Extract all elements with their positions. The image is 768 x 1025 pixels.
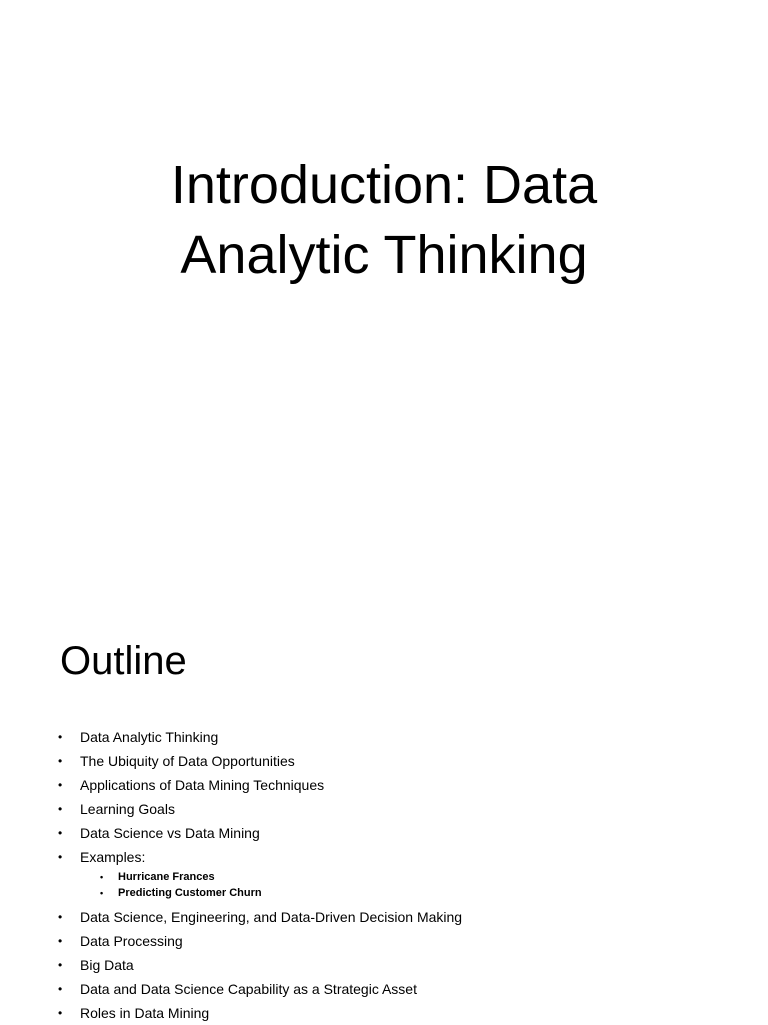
outline-item [58, 929, 738, 953]
sub-list-item [80, 885, 738, 901]
outline-item-examples [58, 845, 738, 905]
bullet-icon: • [58, 934, 63, 948]
outline-item [58, 977, 738, 1001]
bullet-icon: • [58, 910, 63, 924]
bullet-icon: • [58, 778, 63, 792]
bullet-icon: • [100, 888, 104, 898]
bullet-icon: • [58, 850, 63, 864]
bullet-icon: • [58, 730, 63, 744]
outline-slide [0, 576, 768, 1024]
outline-item [58, 797, 738, 821]
sub-item-label: Predicting Customer Churn [118, 887, 262, 899]
sub-list-item [80, 869, 738, 885]
bullet-icon: • [58, 1006, 63, 1020]
outline-item-label: Roles in Data Mining [80, 1005, 210, 1021]
outline-item-label: Data Science vs Data Mining [80, 825, 260, 841]
outline-item-label: Examples: [80, 849, 146, 865]
outline-item-label: Data Science, Engineering, and Data-Driven Decision Making [80, 909, 463, 925]
examples-sub-list [80, 869, 738, 905]
outline-item-label: Data and Data Science Capability as a Strategic Asset [80, 981, 417, 997]
slide-title [0, 150, 768, 290]
outline-list [58, 725, 738, 1025]
outline-item-label: Data Analytic Thinking [80, 729, 219, 745]
outline-item-label: Big Data [80, 957, 134, 973]
outline-item [58, 749, 738, 773]
outline-item-label: The Ubiquity of Data Opportunities [80, 753, 295, 769]
bullet-icon: • [58, 802, 63, 816]
outline-item-label: Data Processing [80, 933, 183, 949]
bullet-icon: • [100, 872, 104, 882]
outline-heading: Outline [60, 639, 187, 683]
bullet-icon: • [58, 754, 63, 768]
slide-title-line-2: Analytic Thinking [180, 225, 588, 285]
outline-item [58, 905, 738, 929]
bullet-icon: • [58, 826, 63, 840]
bullet-icon: • [58, 958, 63, 972]
outline-item [58, 821, 738, 845]
outline-item [58, 725, 738, 749]
outline-item-label: Applications of Data Mining Techniques [80, 777, 325, 793]
slide-title-line-1: Introduction: Data [170, 155, 598, 215]
outline-item [58, 1001, 738, 1025]
outline-item [58, 953, 738, 977]
sub-item-label: Hurricane Frances [118, 871, 215, 883]
bullet-icon: • [58, 982, 63, 996]
outline-item [58, 773, 738, 797]
outline-item-label: Learning Goals [80, 801, 175, 817]
